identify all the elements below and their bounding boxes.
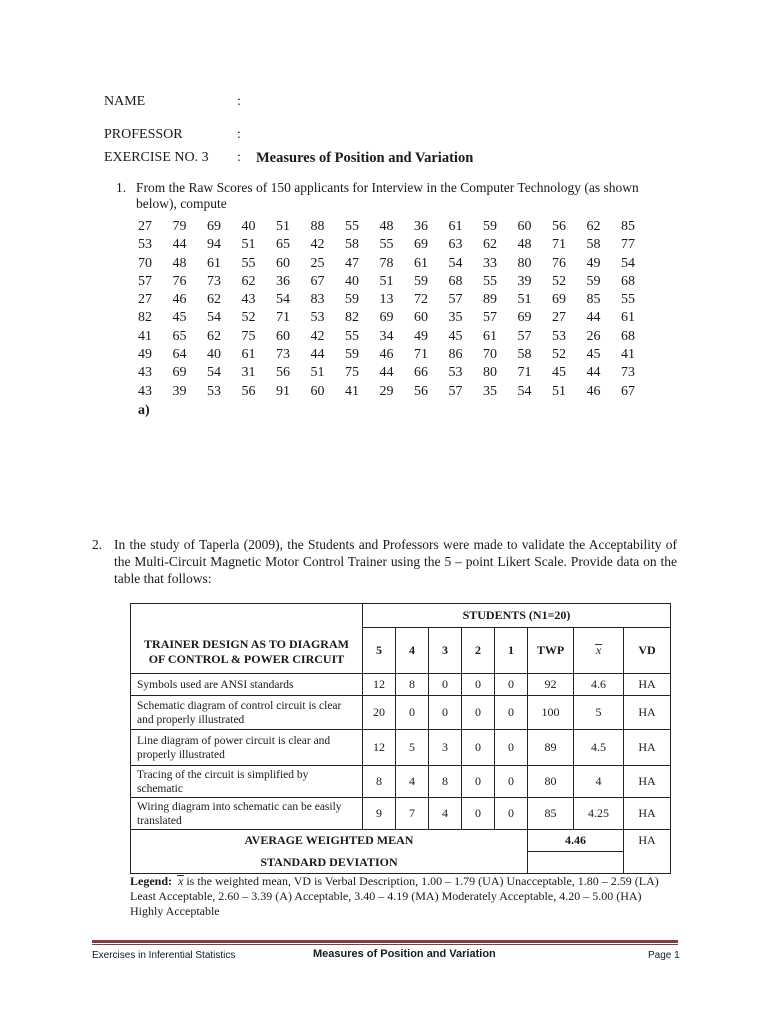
table-cell: 12 [363, 674, 396, 696]
table-cell: 85 [528, 798, 574, 830]
table-cell: 7 [396, 798, 429, 830]
footer-left: Exercises in Inferential Statistics [92, 950, 236, 961]
table-cell: 4.6 [574, 674, 624, 696]
score-cell: 59 [414, 273, 428, 289]
score-cell: 35 [448, 310, 463, 326]
score-cell: 71 [517, 365, 532, 381]
question-1-number: 1. [116, 180, 127, 195]
professor-label: PROFESSOR [104, 127, 183, 142]
score-cell: 60 [414, 310, 428, 326]
exercise-label: EXERCISE NO. 3 [104, 150, 209, 165]
score-cell: 56 [414, 383, 428, 399]
score-row [138, 256, 656, 274]
score-cell: 27 [552, 310, 566, 326]
table-cell: 0 [462, 696, 495, 730]
sd-value [528, 852, 624, 874]
score-cell: 62 [483, 237, 497, 253]
score-cell: 27 [138, 292, 152, 308]
score-cell: 49 [138, 347, 152, 363]
name-label: NAME [104, 94, 146, 109]
score-cell: 35 [483, 383, 497, 399]
score-cell: 68 [621, 328, 635, 344]
score-cell: 49 [414, 328, 428, 344]
score-cell: 55 [621, 292, 635, 308]
score-cell: 46 [379, 347, 394, 363]
criterion-label: Wiring diagram into schematic can be easily translated [131, 798, 363, 830]
score-cell: 68 [448, 273, 463, 289]
score-cell: 44 [172, 237, 187, 253]
score-cell: 39 [517, 273, 532, 289]
score-cell: 53 [310, 310, 325, 326]
score-cell: 39 [172, 383, 187, 399]
twp-header: TWP [528, 628, 574, 674]
score-cell: 64 [172, 347, 187, 363]
table-cell: 9 [363, 798, 396, 830]
score-row [138, 237, 656, 255]
score-cell: 51 [241, 237, 256, 253]
table-cell: 4 [396, 766, 429, 798]
table-cell: 92 [528, 674, 574, 696]
score-cell: 82 [345, 310, 359, 326]
table-row [131, 766, 671, 798]
legend-label: Legend: [130, 874, 172, 888]
score-cell: 56 [241, 383, 256, 399]
score-cell: 85 [621, 219, 635, 234]
score-cell: 71 [276, 310, 290, 326]
score-cell: 44 [310, 347, 325, 363]
score-cell: 59 [345, 347, 359, 363]
col-1-header: 1 [495, 628, 528, 674]
score-cell: 69 [414, 237, 428, 253]
score-cell: 60 [276, 328, 290, 344]
score-cell: 52 [241, 310, 256, 326]
score-cell: 55 [483, 273, 497, 289]
score-cell: 69 [207, 219, 221, 234]
score-cell: 55 [345, 328, 359, 344]
score-cell: 57 [448, 383, 463, 399]
score-row [138, 219, 656, 237]
score-cell: 42 [310, 237, 325, 253]
score-cell: 33 [483, 255, 497, 271]
score-cell: 72 [414, 292, 428, 308]
score-cell: 53 [207, 383, 221, 399]
table-cell: 100 [528, 696, 574, 730]
table-cell: 3 [429, 730, 462, 766]
exercise-colon: : [237, 150, 241, 165]
table-cell: HA [624, 696, 671, 730]
score-cell: 67 [621, 383, 635, 399]
table-cell: 8 [429, 766, 462, 798]
legend-mean-symbol: x [178, 874, 184, 888]
score-cell: 62 [241, 273, 256, 289]
score-cell: 59 [586, 273, 601, 289]
question-2 [92, 536, 677, 587]
score-cell: 82 [138, 310, 152, 326]
table-cell: 0 [396, 696, 429, 730]
table-cell: 8 [363, 766, 396, 798]
score-cell: 68 [621, 273, 635, 289]
score-cell: 73 [621, 365, 635, 381]
score-cell: 46 [172, 292, 187, 308]
score-cell: 44 [379, 365, 394, 381]
table-cell: 5 [574, 696, 624, 730]
score-cell: 70 [483, 347, 497, 363]
score-cell: 69 [517, 310, 532, 326]
score-cell: 77 [621, 237, 635, 253]
question-2-number: 2. [92, 537, 103, 552]
score-cell: 70 [138, 255, 152, 271]
table-cell: 0 [495, 798, 528, 830]
footer-page: Page 1 [648, 950, 680, 961]
score-cell: 43 [241, 292, 256, 308]
score-cell: 45 [172, 310, 187, 326]
table-cell: 0 [495, 674, 528, 696]
table-cell: 0 [429, 696, 462, 730]
raw-scores-grid [138, 219, 656, 402]
score-cell: 63 [448, 237, 463, 253]
score-cell: 51 [552, 383, 566, 399]
score-cell: 65 [276, 237, 290, 253]
score-cell: 61 [207, 255, 221, 271]
score-cell: 43 [138, 383, 152, 399]
score-cell: 89 [483, 292, 497, 308]
question-2-text: In the study of Taperla (2009), the Students and Professors were made to validate the Acceptability of the Multi-Circuit Magnetic Motor Control Trainer using the 5 – point Likert Scale. Provide data on the table that follows: [114, 537, 677, 586]
score-cell: 83 [310, 292, 325, 308]
score-row [138, 310, 656, 328]
score-cell: 45 [448, 328, 463, 344]
score-cell: 46 [586, 383, 601, 399]
score-row [138, 384, 656, 402]
criterion-label: Tracing of the circuit is simplified by schematic [131, 766, 363, 798]
score-cell: 54 [207, 310, 221, 326]
score-cell: 53 [448, 365, 463, 381]
score-cell: 60 [276, 255, 290, 271]
score-cell: 36 [414, 219, 428, 234]
table-cell: 0 [462, 674, 495, 696]
score-cell: 48 [517, 237, 532, 253]
score-cell: 51 [379, 273, 394, 289]
footer-rule [92, 940, 678, 943]
col-3-header: 3 [429, 628, 462, 674]
score-row [138, 347, 656, 365]
score-cell: 56 [552, 219, 566, 234]
legend [130, 874, 670, 919]
table-cell: 0 [495, 696, 528, 730]
table-cell: HA [624, 798, 671, 830]
table-cell: 8 [396, 674, 429, 696]
score-cell: 25 [310, 255, 325, 271]
score-cell: 61 [483, 328, 497, 344]
exercise-title: Measures of Position and Variation [256, 150, 474, 166]
criterion-label: Schematic diagram of control circuit is clear and properly illustrated [131, 696, 363, 730]
score-cell: 57 [448, 292, 463, 308]
score-cell: 79 [172, 219, 187, 234]
score-cell: 60 [310, 383, 325, 399]
part-a-label: a) [138, 403, 150, 418]
score-cell: 57 [517, 328, 532, 344]
table-cell: 12 [363, 730, 396, 766]
footer-title: Measures of Position and Variation [313, 948, 496, 960]
score-cell: 88 [310, 219, 325, 234]
score-cell: 76 [552, 255, 566, 271]
question-1 [116, 180, 656, 212]
score-cell: 65 [172, 328, 187, 344]
score-cell: 67 [310, 273, 325, 289]
score-cell: 53 [552, 328, 566, 344]
score-cell: 80 [517, 255, 532, 271]
score-row [138, 274, 656, 292]
score-cell: 48 [379, 219, 394, 234]
table-row [131, 798, 671, 830]
score-cell: 62 [586, 219, 601, 234]
table-row [131, 674, 671, 696]
score-cell: 75 [345, 365, 359, 381]
score-cell: 41 [138, 328, 152, 344]
score-cell: 80 [483, 365, 497, 381]
score-cell: 58 [345, 237, 359, 253]
score-cell: 71 [552, 237, 566, 253]
score-cell: 45 [586, 347, 601, 363]
score-cell: 54 [621, 255, 635, 271]
score-cell: 44 [586, 365, 601, 381]
score-row [138, 292, 656, 310]
score-cell: 40 [345, 273, 359, 289]
score-cell: 54 [276, 292, 290, 308]
score-cell: 61 [621, 310, 635, 326]
legend-text: is the weighted mean, VD is Verbal Description, 1.00 – 1.79 (UA) Unacceptable, 1.80 – 2.59 (LA) Least Acceptable, 2.60 – 3.39 (A) Acceptable, 3.40 – 4.19 (MA) Moderately Acceptable, 4.20 – 5.00 (HA) Highly Acceptable [130, 874, 659, 918]
score-cell: 36 [276, 273, 290, 289]
score-cell: 51 [310, 365, 325, 381]
awm-vd: HA [624, 830, 671, 874]
score-cell: 57 [483, 310, 497, 326]
score-cell: 66 [414, 365, 428, 381]
score-cell: 42 [310, 328, 325, 344]
design-header: TRAINER DESIGN AS TO DIAGRAM OF CONTROL & POWER CIRCUIT [131, 604, 363, 674]
score-cell: 31 [241, 365, 256, 381]
score-cell: 59 [345, 292, 359, 308]
likert-table [130, 603, 671, 874]
score-cell: 54 [448, 255, 463, 271]
professor-colon: : [237, 127, 241, 142]
score-cell: 49 [586, 255, 601, 271]
score-cell: 29 [379, 383, 394, 399]
footer-rule-thin [92, 944, 678, 945]
score-cell: 73 [276, 347, 290, 363]
table-cell: 0 [462, 798, 495, 830]
table-cell: 0 [462, 766, 495, 798]
score-cell: 62 [207, 328, 221, 344]
score-cell: 44 [586, 310, 601, 326]
table-row [131, 730, 671, 766]
score-cell: 48 [172, 255, 187, 271]
students-header: STUDENTS (N1=20) [363, 604, 671, 628]
table-cell: 20 [363, 696, 396, 730]
score-cell: 69 [379, 310, 394, 326]
score-cell: 51 [276, 219, 290, 234]
criterion-label: Line diagram of power circuit is clear and properly illustrated [131, 730, 363, 766]
score-cell: 43 [138, 365, 152, 381]
mean-header [574, 628, 624, 674]
score-cell: 58 [517, 347, 532, 363]
table-cell: 0 [429, 674, 462, 696]
score-cell: 78 [379, 255, 394, 271]
score-cell: 60 [517, 219, 532, 234]
score-cell: 13 [379, 292, 394, 308]
table-cell: 5 [396, 730, 429, 766]
table-cell: 0 [495, 766, 528, 798]
awm-label: AVERAGE WEIGHTED MEAN [131, 830, 528, 852]
table-cell: 4.5 [574, 730, 624, 766]
table-cell: 4.25 [574, 798, 624, 830]
score-cell: 52 [552, 273, 566, 289]
score-cell: 69 [552, 292, 566, 308]
score-cell: 40 [207, 347, 221, 363]
score-cell: 52 [552, 347, 566, 363]
score-cell: 86 [448, 347, 463, 363]
score-cell: 27 [138, 219, 152, 234]
table-cell: 4 [574, 766, 624, 798]
score-cell: 61 [241, 347, 256, 363]
score-cell: 54 [207, 365, 221, 381]
score-cell: 94 [207, 237, 221, 253]
score-cell: 47 [345, 255, 359, 271]
score-row [138, 329, 656, 347]
table-cell: 80 [528, 766, 574, 798]
table-row [131, 696, 671, 730]
table-body [131, 674, 671, 830]
table-cell: HA [624, 730, 671, 766]
score-cell: 57 [138, 273, 152, 289]
score-cell: 41 [345, 383, 359, 399]
table-cell: 0 [462, 730, 495, 766]
table-cell: 89 [528, 730, 574, 766]
criterion-label: Symbols used are ANSI standards [131, 674, 363, 696]
score-cell: 58 [586, 237, 601, 253]
score-cell: 26 [586, 328, 601, 344]
score-cell: 55 [241, 255, 256, 271]
score-cell: 75 [241, 328, 256, 344]
score-cell: 91 [276, 383, 290, 399]
score-row [138, 365, 656, 383]
score-cell: 54 [517, 383, 532, 399]
vd-header: VD [624, 628, 671, 674]
table-cell: HA [624, 674, 671, 696]
score-cell: 34 [379, 328, 394, 344]
score-cell: 40 [241, 219, 256, 234]
table-cell: 0 [495, 730, 528, 766]
col-2-header: 2 [462, 628, 495, 674]
score-cell: 76 [172, 273, 187, 289]
score-cell: 41 [621, 347, 635, 363]
score-cell: 53 [138, 237, 152, 253]
score-cell: 55 [345, 219, 359, 234]
score-cell: 62 [207, 292, 221, 308]
col-5-header: 5 [363, 628, 396, 674]
table-cell: HA [624, 766, 671, 798]
score-cell: 69 [172, 365, 187, 381]
name-colon: : [237, 94, 241, 109]
score-cell: 55 [379, 237, 394, 253]
sd-label: STANDARD DEVIATION [131, 852, 528, 874]
awm-value: 4.46 [528, 830, 624, 852]
score-cell: 71 [414, 347, 428, 363]
score-cell: 61 [448, 219, 463, 234]
score-cell: 51 [517, 292, 532, 308]
question-1-text: From the Raw Scores of 150 applicants for Interview in the Computer Technology (as shown below), compute [136, 180, 639, 211]
score-cell: 61 [414, 255, 428, 271]
score-cell: 85 [586, 292, 601, 308]
mean-symbol: x [595, 643, 602, 657]
col-4-header: 4 [396, 628, 429, 674]
score-cell: 45 [552, 365, 566, 381]
score-cell: 59 [483, 219, 497, 234]
score-cell: 56 [276, 365, 290, 381]
table-cell: 4 [429, 798, 462, 830]
score-cell: 73 [207, 273, 221, 289]
